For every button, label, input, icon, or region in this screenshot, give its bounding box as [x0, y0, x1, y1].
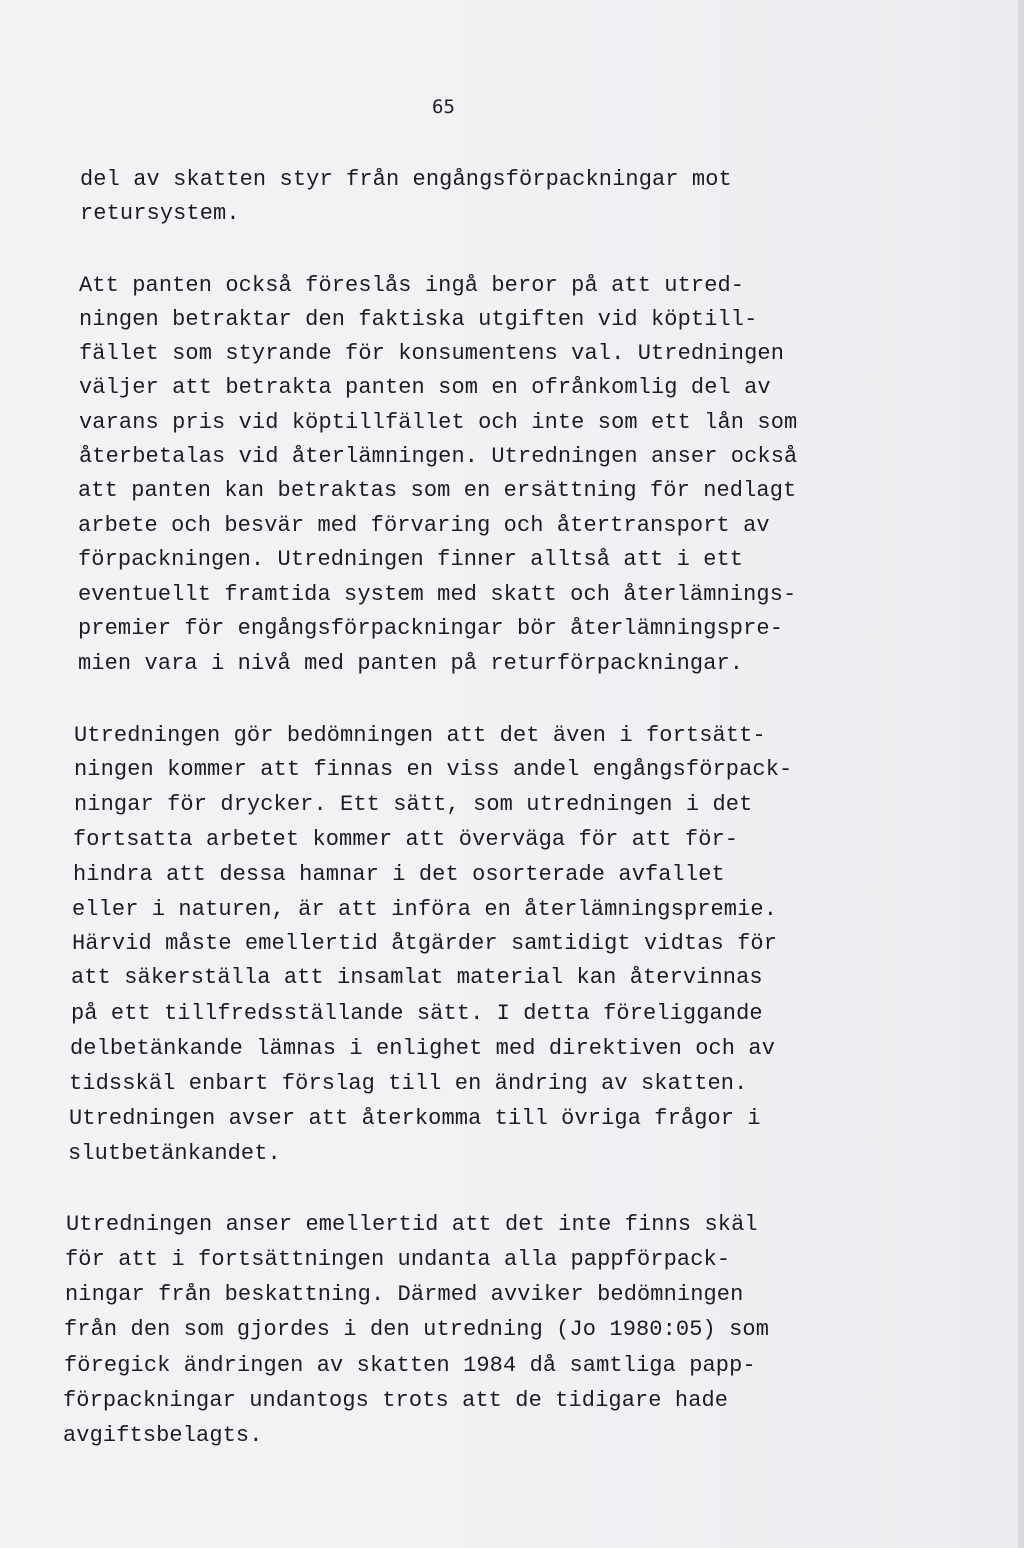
text-line: fället som styrande för konsumentens val. Utredningen: [79, 341, 785, 366]
text-line: Härvid måste emellertid åtgärder samtidigt vidtas för: [72, 931, 778, 956]
text-line: mien vara i nivå med panten på returförpackningar.: [78, 651, 744, 676]
text-line: ningar för drycker. Ett sätt, som utredningen i det: [74, 792, 753, 817]
text-line: slutbetänkandet.: [68, 1141, 281, 1166]
text-line: föregick ändringen av skatten 1984 då samtliga papp-: [64, 1353, 756, 1378]
text-line: fortsatta arbetet kommer att överväga för att för-: [73, 827, 739, 852]
text-line: varans pris vid köptillfället och inte som ett lån som: [79, 410, 798, 435]
text-line: Att panten också föreslås ingå beror på att utred-: [79, 273, 745, 298]
text-line: retursystem.: [80, 201, 240, 226]
text-line: att säkerställa att insamlat material kan återvinnas: [71, 965, 763, 990]
text-line: eller i naturen, är att införa en återlämningspremie.: [72, 897, 778, 922]
text-line: Utredningen gör bedömningen att det även i fortsätt-: [74, 723, 766, 748]
text-line: förpackningar undantogs trots att de tidigare hade: [63, 1388, 729, 1413]
text-line: förpackningen. Utredningen finner alltså att i ett: [78, 547, 744, 572]
text-line: på ett tillfredsställande sätt. I detta föreliggande: [71, 1001, 763, 1026]
text-line: del av skatten styr från engångsförpackningar mot: [80, 167, 732, 192]
text-line: avgiftsbelagts.: [63, 1423, 263, 1448]
text-line: ningen kommer att finnas en viss andel engångsförpack-: [74, 757, 793, 782]
text-line: arbete och besvär med förvaring och återtransport av: [78, 513, 770, 538]
text-line: delbetänkande lämnas i enlighet med direktiven och av: [70, 1036, 776, 1061]
text-line: från den som gjordes i den utredning (Jo 1980:05) som: [64, 1317, 770, 1342]
text-line: Utredningen anser emellertid att det inte finns skäl: [66, 1212, 758, 1237]
text-line: eventuellt framtida system med skatt och återlämnings-: [78, 582, 797, 607]
text-line: premier för engångsförpackningar bör återlämningspre-: [78, 616, 784, 641]
page-number: 65: [432, 96, 455, 118]
text-line: hindra att dessa hamnar i det osorterade avfallet: [73, 862, 725, 887]
text-line: för att i fortsättningen undanta alla pappförpack-: [65, 1247, 731, 1272]
text-line: återbetalas vid återlämningen. Utredningen anser också: [79, 444, 798, 469]
text-line: tidsskäl enbart förslag till en ändring av skatten.: [69, 1071, 748, 1096]
text-line: väljer att betrakta panten som en ofrånkomlig del av: [79, 375, 771, 400]
text-line: ningen betraktar den faktiska utgiften vid köptill-: [79, 307, 758, 332]
page-edge-shadow: [1018, 0, 1024, 1548]
text-line: Utredningen avser att återkomma till övriga frågor i: [69, 1106, 761, 1131]
text-line: att panten kan betraktas som en ersättning för nedlagt: [78, 478, 797, 503]
text-line: ningar från beskattning. Därmed avviker bedömningen: [65, 1282, 744, 1307]
